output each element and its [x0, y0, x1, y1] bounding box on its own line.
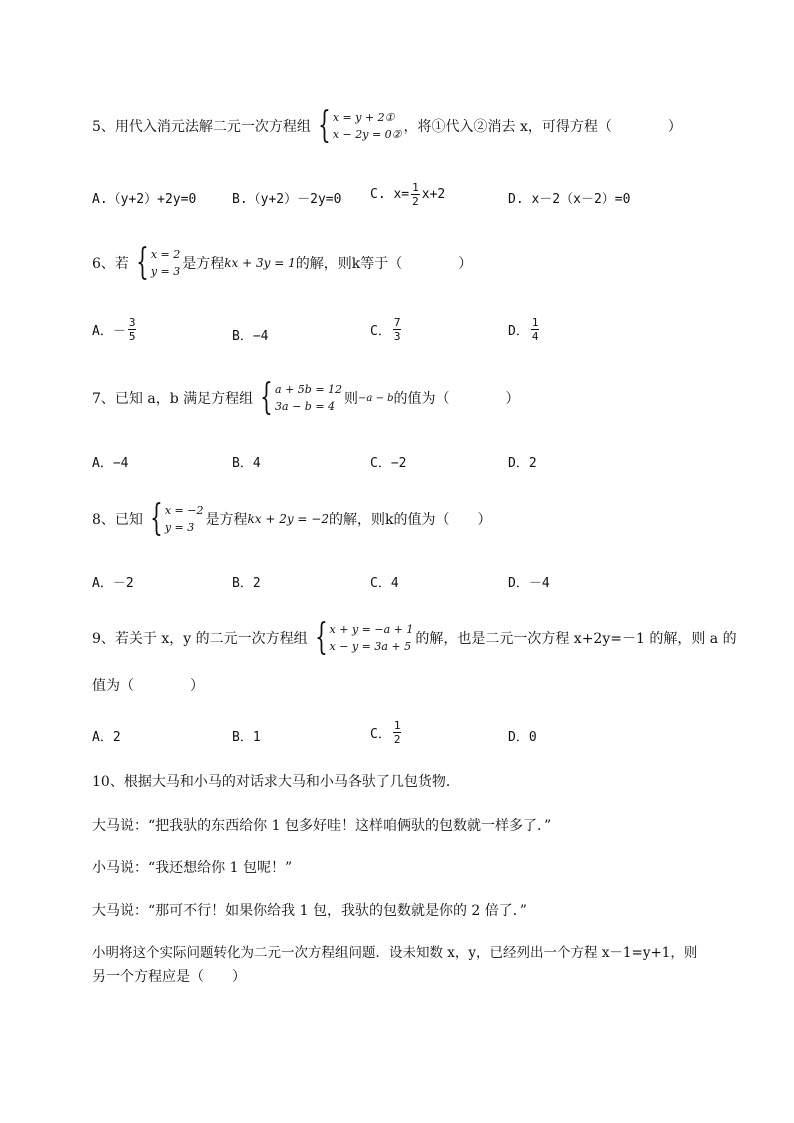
q6-stem: [92, 242, 473, 283]
q7-prefix: 7、已知 a，b 满足方程组: [92, 391, 254, 407]
q8-prefix: 8、已知: [92, 512, 143, 528]
q6-option-d: D． $\frac{1}{4}$: [508, 316, 539, 343]
q8-option-b: B．2: [232, 576, 261, 591]
q5-suffix: ，将①代入②消去 x，可得方程（ ）: [403, 119, 682, 135]
q9-system: { x + y = −a + 1 x − y = 3a + 5: [314, 617, 414, 658]
q7-eq2: 3a − b = 4: [275, 400, 336, 413]
q6-option-c-fraction: $\frac{7}{3}$: [393, 316, 401, 343]
q10-line1: 10、根据大马和小马的对话求大马和小马各驮了几包货物．: [92, 774, 460, 790]
q6-option-d-fraction: $\frac{1}{4}$: [531, 316, 539, 343]
q7-suffix: 的值为（ ）: [393, 391, 520, 407]
q7-option-c: C．−2: [370, 456, 407, 471]
q5-stem: [92, 105, 682, 146]
q9-option-c-fraction: $\frac{1}{2}$: [393, 719, 401, 746]
q8-equation: kx + 2y = −2: [247, 512, 329, 526]
q6-prefix: 6、若: [92, 256, 129, 272]
q8-eq2: y = 3: [164, 521, 195, 534]
q6-eq2: y = 3: [150, 265, 181, 278]
q8-option-c: C．4: [370, 576, 399, 591]
q5-option-d: D. x－2（x－2）=0: [508, 192, 631, 207]
q8-option-d: D．－4: [508, 576, 550, 591]
q7-stem: [92, 377, 520, 418]
q9-option-b: B．1: [232, 730, 261, 745]
q9-stem-line2: 值为（ ）: [92, 678, 204, 694]
q5-option-c-fraction: $\frac{1}{2}$: [412, 181, 419, 208]
q5-eq1: x = y + 2①: [332, 111, 395, 124]
q6-mid: 是方程: [182, 256, 225, 272]
q5-option-c-rest: x+2: [421, 187, 446, 202]
q10-line2: 大马说：“把我驮的东西给你 1 包多好哇！这样咱俩驮的包数就一样多了．”: [92, 818, 552, 834]
q6-suffix: 的解，则k等于（ ）: [295, 256, 473, 272]
q10-line6: 另一个方程应是（ ）: [92, 969, 246, 985]
q6-eq1: x = 2: [150, 248, 181, 261]
q6-option-b: B．−4: [232, 329, 269, 344]
q5-system: { x = y + 2① x − 2y = 0②: [318, 105, 402, 146]
q10-line3: 小马说：“我还想给你 1 包呢！”: [92, 860, 293, 876]
q10-line5: 小明将这个实际问题转化为二元一次方程组问题．设未知数 x，y，已经列出一个方程 x－1=y+1，则: [92, 945, 698, 961]
q5-option-c: [370, 181, 445, 208]
q7-option-d: D．2: [508, 456, 537, 471]
q8-suffix: 的解，则k的值为（ ）: [328, 512, 492, 528]
q7-option-a: A．−4: [92, 456, 129, 471]
q9-suffix: 的解，也是二元一次方程 x+2y=－1 的解，则 a 的: [415, 631, 737, 647]
q9-option-c: C． $\frac{1}{2}$: [370, 719, 401, 746]
q8-eq1: x = −2: [164, 504, 204, 517]
q7-expression: −a − b: [358, 392, 394, 404]
q5-eq2: x − 2y = 0②: [332, 128, 402, 141]
q6-option-a: A．－ $\frac{3}{5}$: [92, 316, 136, 343]
q7-system: { a + 5b = 12 3a − b = 4: [260, 377, 343, 418]
q5-option-a: A.（y+2）+2y=0: [92, 192, 197, 207]
q9-eq2: x − y = 3a + 5: [329, 640, 412, 653]
q6-system: { x = 2 y = 3: [136, 242, 181, 283]
q5-option-c-label: C. x=: [370, 187, 410, 202]
q6-option-a-fraction: $\frac{3}{5}$: [128, 316, 136, 343]
q8-mid: 是方程: [205, 512, 248, 528]
q8-system: { x = −2 y = 3: [150, 498, 204, 539]
q7-eq1: a + 5b = 12: [275, 383, 343, 396]
q8-option-a: A．－2: [92, 576, 134, 591]
q5-prefix: 5、用代入消元法解二元一次方程组: [92, 119, 311, 135]
q6-equation: kx + 3y = 1: [224, 256, 296, 270]
q7-option-b: B．4: [232, 456, 261, 471]
q9-option-a: A．2: [92, 730, 121, 745]
q5-option-b: B.（y+2）－2y=0: [232, 192, 342, 207]
q7-mid: 则: [344, 391, 359, 407]
q6-option-c: C． $\frac{7}{3}$: [370, 316, 401, 343]
q8-stem: [92, 498, 492, 539]
q9-eq1: x + y = −a + 1: [329, 623, 414, 636]
q9-stem: [92, 617, 737, 658]
q9-prefix: 9、若关于 x，y 的二元一次方程组: [92, 631, 308, 647]
q9-option-d: D．0: [508, 730, 537, 745]
q10-line4: 大马说：“那可不行！如果你给我 1 包，我驮的包数就是你的 2 倍了．”: [92, 903, 527, 919]
